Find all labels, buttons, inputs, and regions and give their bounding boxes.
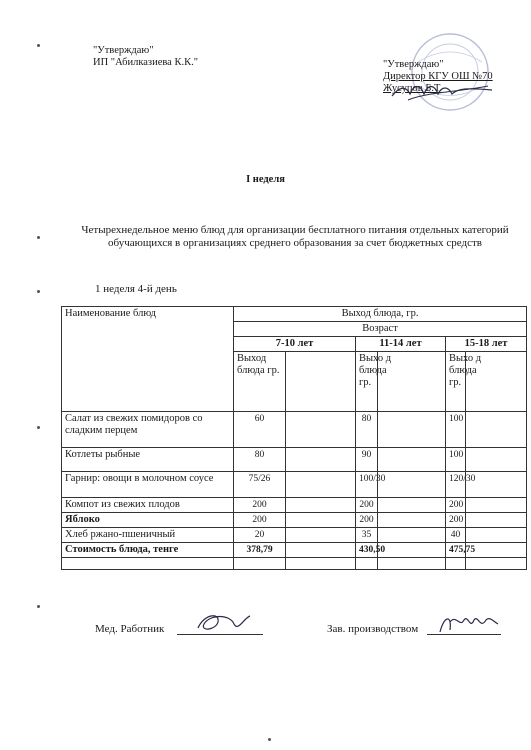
total-11-14: 430,50	[356, 543, 378, 558]
empty-row	[62, 558, 527, 570]
dish-name: Яблоко	[62, 513, 234, 528]
value-15-18: 200	[446, 498, 466, 513]
sub-11-14-text: Выхо д блюда гр.	[359, 353, 392, 388]
value-11-14: 80	[356, 412, 378, 448]
approval-right-name: Жусупов Б.Т.	[383, 83, 443, 94]
production-label: Зав. производством	[327, 623, 419, 635]
value-7-10: 200	[234, 498, 286, 513]
total-7-10: 378,79	[234, 543, 286, 558]
week-title: I неделя	[246, 174, 285, 185]
value-7-10: 80	[234, 448, 286, 472]
table-row	[62, 448, 527, 472]
table-header-row	[62, 307, 527, 322]
age-11-14: 11-14 лет	[356, 337, 446, 352]
approval-left-company: ИП "Абилказиева К.К."	[93, 57, 199, 68]
value-11-14: 200	[356, 513, 378, 528]
approval-left-title: "Утверждаю"	[93, 45, 154, 56]
sub-11-14	[356, 352, 392, 412]
dish-name: Компот из свежих плодов	[62, 498, 234, 513]
dish-name: Салат из свежих помидоров со сладким перцем	[62, 412, 234, 448]
dish-name: Котлеты рыбные	[62, 448, 234, 472]
value-11-14: 90	[356, 448, 378, 472]
value-7-10: 200	[234, 513, 286, 528]
scan-dot	[37, 605, 40, 608]
value-15-18: 200	[446, 513, 466, 528]
value-15-18: 40	[446, 528, 466, 543]
dish-name: Гарнир: овощи в молочном соусе	[62, 472, 234, 498]
production-signature-icon	[434, 612, 502, 638]
age-15-18: 15-18 лет	[446, 337, 527, 352]
total-15-18: 475,75	[446, 543, 466, 558]
value-15-18: 120/30	[446, 472, 466, 498]
value-11-14: 100/30	[356, 472, 378, 498]
value-11-14: 200	[356, 498, 378, 513]
table-row	[62, 412, 527, 448]
medic-signature-icon	[190, 610, 258, 638]
col-dish-name-header: Наименование блюд	[62, 307, 234, 412]
scan-dot	[37, 290, 40, 293]
output-header: Выход блюда, гр.	[234, 307, 527, 322]
value-7-10: 20	[234, 528, 286, 543]
total-row	[62, 543, 527, 558]
table-row	[62, 498, 527, 513]
approval-block-left	[93, 45, 198, 69]
approval-right-position: Директор КГУ ОШ №70	[383, 71, 493, 82]
value-15-18: 100	[446, 412, 466, 448]
table-row	[62, 528, 527, 543]
total-label: Стоимость блюда, тенге	[62, 543, 234, 558]
medic-label: Мед. Работник	[95, 623, 165, 635]
day-label: 1 неделя 4-й день	[95, 283, 177, 295]
menu-description: Четырехнедельное меню блюд для организации бесплатного питания отдельных категорий обучающихся в организациях среднего образования за счет бюджетных средств	[81, 224, 509, 249]
value-7-10: 60	[234, 412, 286, 448]
sub-15-18-text: Выхо д блюда гр.	[449, 353, 482, 388]
value-11-14: 35	[356, 528, 378, 543]
table-row	[62, 513, 527, 528]
dish-name: Хлеб ржано-пшеничный	[62, 528, 234, 543]
menu-table	[61, 306, 527, 570]
sub-7-10: Выход блюда гр.	[234, 352, 286, 412]
sub-7-10-empty	[286, 352, 356, 412]
sub-15-18	[446, 352, 482, 412]
value-15-18: 100	[446, 448, 466, 472]
scan-dot	[37, 426, 40, 429]
scan-dot	[268, 738, 271, 741]
table-row	[62, 472, 527, 498]
scan-dot	[37, 236, 40, 239]
age-header: Возраст	[234, 322, 527, 337]
scan-dot	[37, 44, 40, 47]
director-signature-icon	[388, 80, 498, 106]
approval-right-title: "Утверждаю"	[383, 59, 444, 70]
age-7-10: 7-10 лет	[234, 337, 356, 352]
value-7-10: 75/26	[234, 472, 286, 498]
